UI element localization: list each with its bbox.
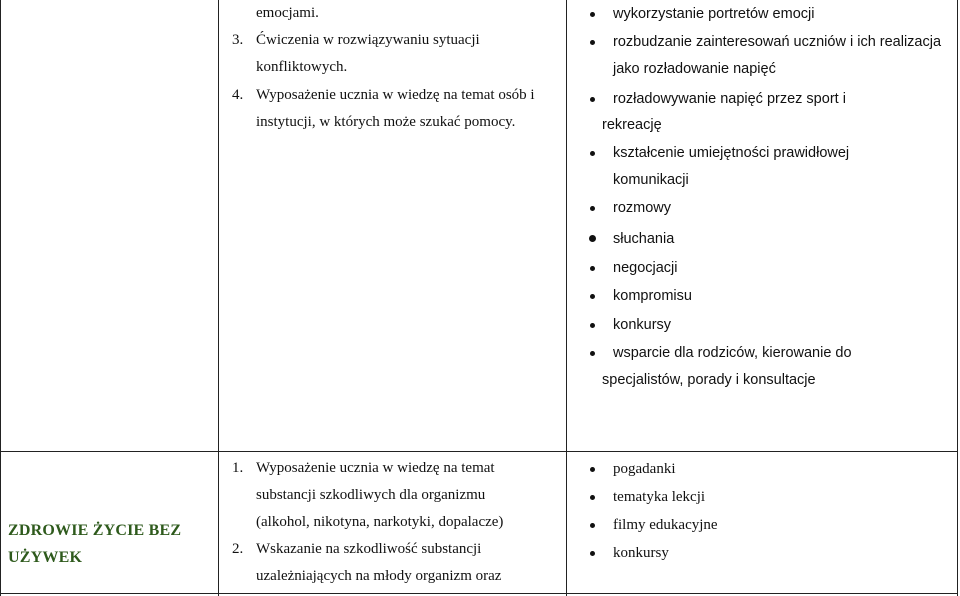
text-line: substancji szkodliwych dla organizmu <box>256 487 486 503</box>
table-right-border <box>957 0 958 596</box>
section-title: ZDROWIE ŻYCIE BEZ <box>8 522 182 539</box>
list-item: rozmowy <box>613 200 672 216</box>
list-item: kompromisu <box>613 288 692 304</box>
list-number: 2. <box>232 541 244 557</box>
row-divider <box>0 451 958 452</box>
bullet-icon <box>590 266 595 271</box>
bullet-icon <box>590 206 595 211</box>
list-item-continuation: specjalistów, porady i konsultacje <box>602 372 816 388</box>
bullet-icon <box>589 235 596 242</box>
bullet-icon <box>590 351 595 356</box>
column-divider-1 <box>218 0 219 596</box>
text-line: Wyposażenie ucznia w wiedzę na temat <box>256 460 495 476</box>
text-line: emocjami. <box>256 5 319 21</box>
list-item: wykorzystanie portretów emocji <box>613 6 815 22</box>
list-item: filmy edukacyjne <box>613 517 718 533</box>
bullet-icon <box>590 12 595 17</box>
text-line: Wyposażenie ucznia w wiedzę na temat osób i <box>256 87 535 103</box>
list-item: rozładowywanie napięć przez sport i <box>613 91 846 107</box>
text-line: uzależniających na młody organizm oraz <box>256 568 502 584</box>
bullet-icon <box>590 523 595 528</box>
list-item: negocjacji <box>613 260 678 276</box>
list-item: słuchania <box>613 231 675 247</box>
table-left-border <box>0 0 1 596</box>
list-number: 3. <box>232 32 244 48</box>
bullet-icon <box>590 40 595 45</box>
list-item: konkursy <box>613 545 669 561</box>
bullet-icon <box>590 294 595 299</box>
section-title: UŻYWEK <box>8 549 83 566</box>
bullet-icon <box>590 495 595 500</box>
list-item: kształcenie umiejętności prawidłowej <box>613 145 850 161</box>
list-item-continuation: rekreację <box>602 117 662 133</box>
text-line: konfliktowych. <box>256 59 348 75</box>
text-line: Ćwiczenia w rozwiązywaniu sytuacji <box>256 32 480 48</box>
bullet-icon <box>590 97 595 102</box>
table-bottom-border <box>0 593 958 594</box>
bullet-icon <box>590 151 595 156</box>
list-item-continuation: komunikacji <box>613 172 689 188</box>
list-item: wsparcie dla rodziców, kierowanie do <box>613 345 852 361</box>
list-item: konkursy <box>613 317 672 333</box>
list-item: tematyka lekcji <box>613 489 706 505</box>
list-item: pogadanki <box>613 461 676 477</box>
text-line: instytucji, w których może szukać pomocy. <box>256 114 516 130</box>
column-divider-2 <box>566 0 567 596</box>
list-item-continuation: jako rozładowanie napięć <box>613 61 776 77</box>
text-line: (alkohol, nikotyna, narkotyki, dopalacze) <box>256 514 504 530</box>
list-number: 1. <box>232 460 244 476</box>
bullet-icon <box>590 551 595 556</box>
list-item: rozbudzanie zainteresowań uczniów i ich realizacja <box>613 34 942 50</box>
list-number: 4. <box>232 87 244 103</box>
text-line: Wskazanie na szkodliwość substancji <box>256 541 482 557</box>
bullet-icon <box>590 467 595 472</box>
bullet-icon <box>590 323 595 328</box>
